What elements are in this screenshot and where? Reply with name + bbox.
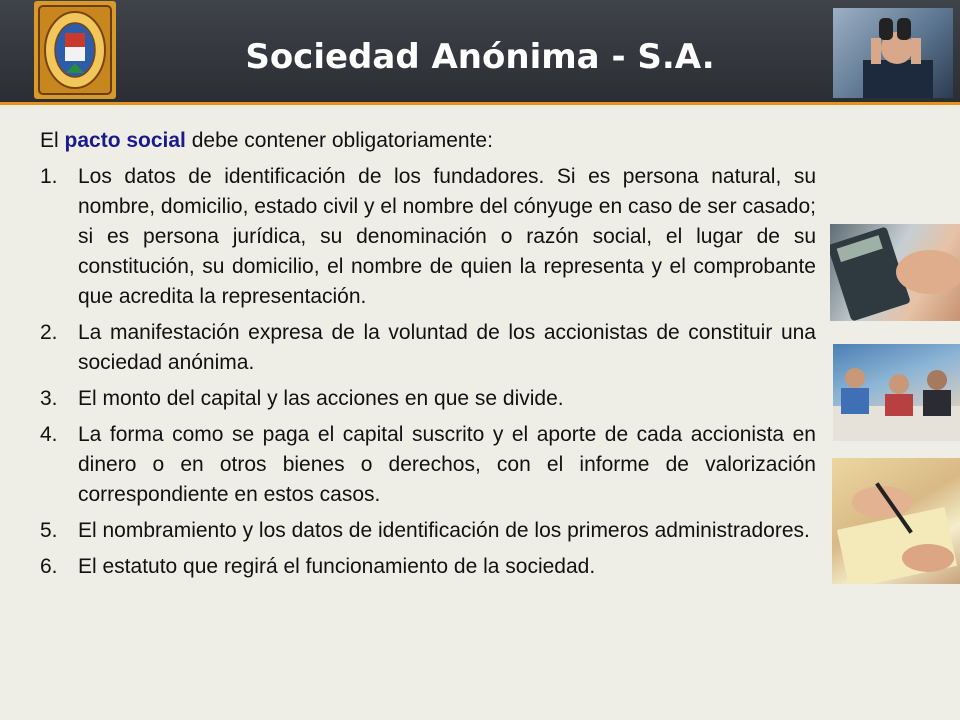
university-crest-icon (34, 1, 116, 99)
list-item (40, 384, 816, 414)
list-item (40, 162, 816, 312)
list-item (40, 552, 816, 582)
item-number: 5. (40, 519, 58, 542)
item-text: Los datos de identificación de los fundadores. Si es persona natural, su nombre, domicilio, estado civil y el nombre del cónyuge en caso de ser casado; si es persona jurídica, su denominación o razón social, el lugar de su constitución, su domicilio, el nombre de quien la representa y el comprobante que acredita la representación. (78, 165, 816, 308)
item-number: 2. (40, 321, 58, 344)
business-meeting-photo (833, 344, 960, 441)
requirements-list (40, 162, 816, 582)
item-text: La manifestación expresa de la voluntad de los accionistas de constituir una sociedad anónima. (78, 321, 816, 374)
item-number: 3. (40, 387, 58, 410)
item-text: La forma como se paga el capital suscrito y el aporte de cada accionista en dinero o en otros bienes o derechos, con el informe de valorización correspondiente en estos casos. (78, 423, 816, 506)
list-item (40, 318, 816, 378)
list-item (40, 420, 816, 510)
slide-title: Sociedad Anónima - S.A. (245, 37, 715, 77)
intro-sentence: El pacto social debe contener obligatoriamente: (40, 129, 493, 152)
hand-on-calculator-photo (830, 224, 960, 321)
pacto-social-term: pacto social (64, 129, 186, 152)
item-number: 1. (40, 165, 58, 188)
man-with-binoculars-photo (833, 8, 953, 98)
item-text: El nombramiento y los datos de identificación de los primeros administradores. (78, 519, 810, 542)
item-number: 4. (40, 423, 58, 446)
item-number: 6. (40, 555, 58, 578)
item-text: El estatuto que regirá el funcionamiento de la sociedad. (78, 555, 596, 578)
hand-writing-document-photo (832, 458, 960, 584)
item-text: El monto del capital y las acciones en que se divide. (78, 387, 564, 410)
header-accent-rule (0, 102, 960, 105)
slide-body (40, 126, 816, 588)
list-item (40, 516, 816, 546)
